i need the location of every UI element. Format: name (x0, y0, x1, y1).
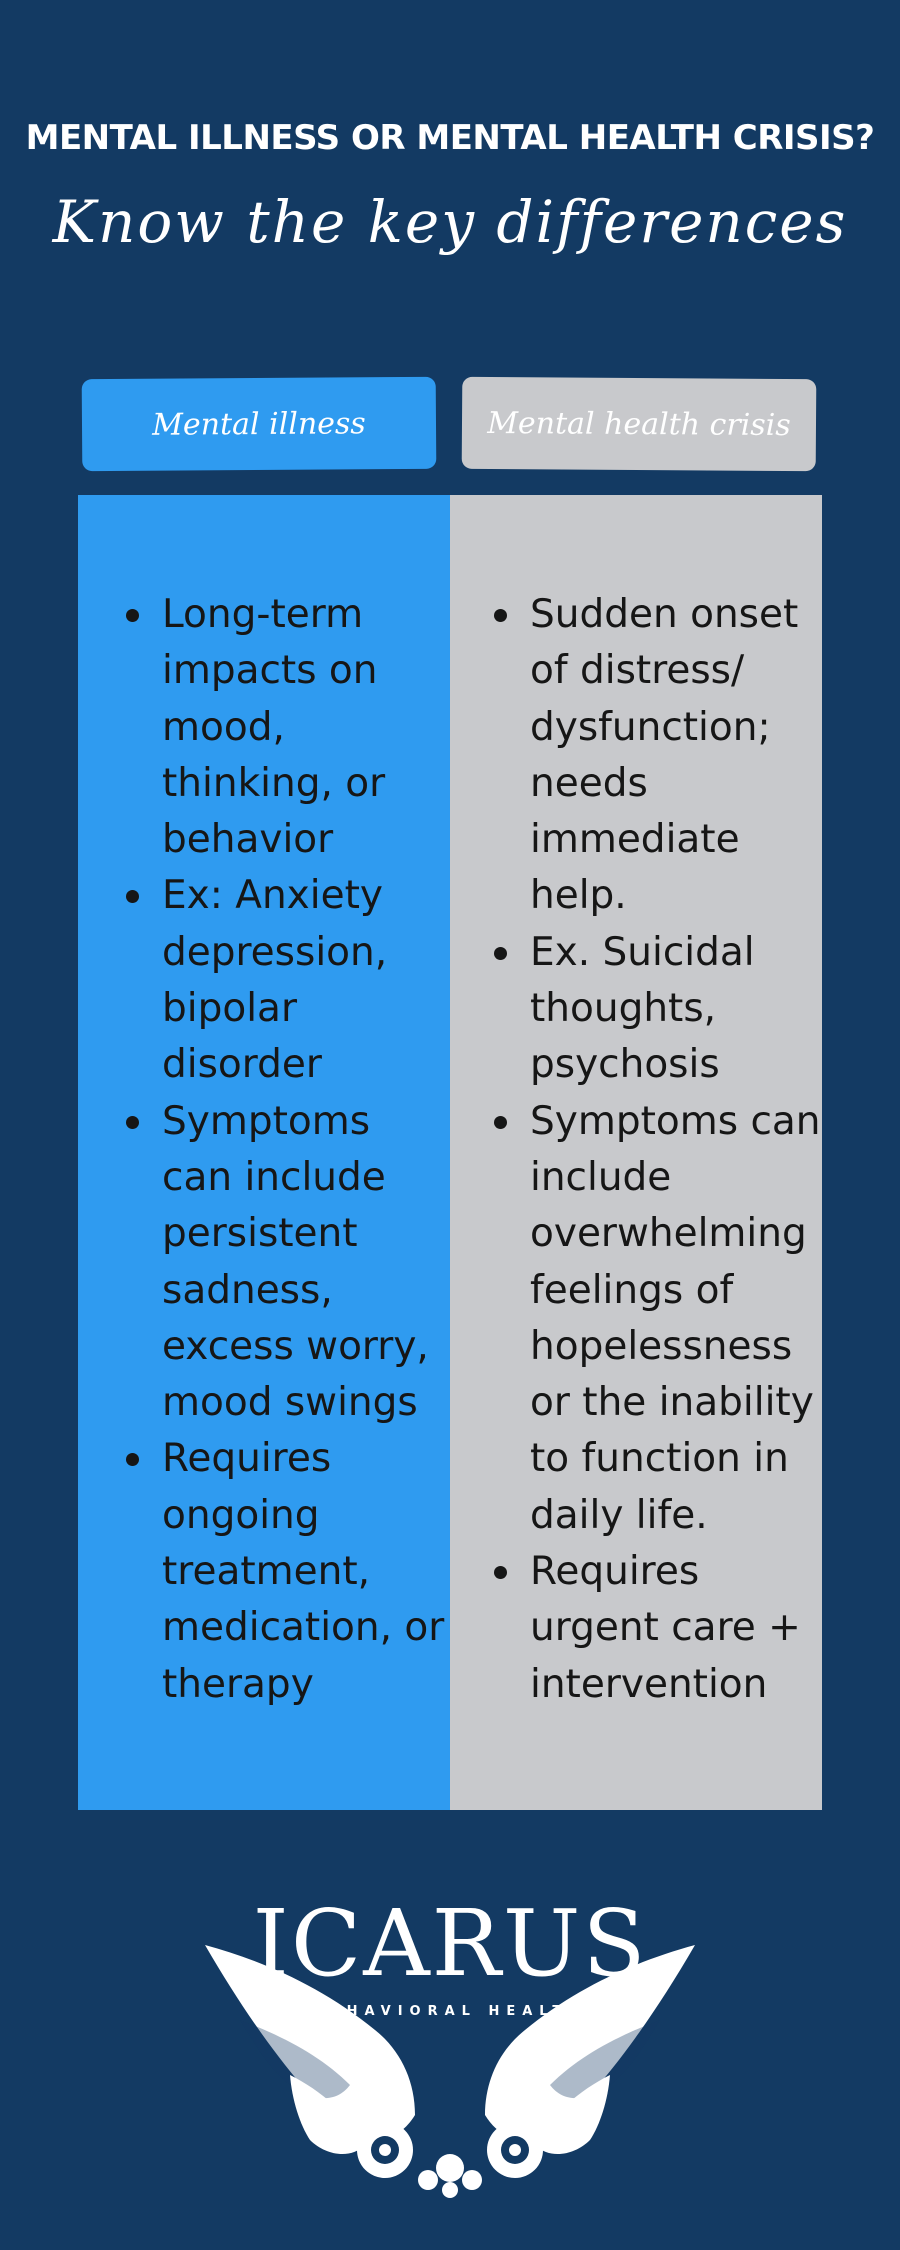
list-item-text: Symptoms can include overwhelming feelings of hopelessness or the inability to function in daily life. (530, 1098, 821, 1538)
tab-label: Mental health crisis (487, 405, 791, 443)
bullet-icon (126, 890, 139, 903)
bullet-icon (494, 1116, 507, 1129)
page-subtitle: Know the key differences (52, 188, 848, 256)
list-item (122, 1094, 452, 1432)
logo-wordmark: ICARUS (252, 1890, 648, 1997)
list-item (490, 1544, 822, 1713)
list-item-text: Requires ongoing treatment, medication, or therapy (162, 1436, 445, 1707)
mental-illness-column (78, 495, 450, 1810)
list-item (490, 1094, 822, 1544)
list-item (122, 868, 452, 1093)
list-item-text: Symptoms can include persistent sadness, excess worry, mood swings (162, 1098, 429, 1426)
page-title: MENTAL ILLNESS OR MENTAL HEALTH CRISIS? (25, 118, 875, 158)
mental-health-crisis-list (490, 587, 822, 1713)
list-item (122, 1431, 452, 1712)
list-item-text: Requires urgent care + intervention (530, 1549, 801, 1707)
list-item (490, 587, 822, 925)
logo-tagline: BEHAVIORAL HEALTH (313, 2004, 587, 2019)
tab-mental-illness (82, 377, 437, 471)
list-item-text: Ex: Anxiety depression, bipolar disorder (162, 873, 388, 1088)
list-item-text: Sudden onset of distress/ dysfunction; needs immediate help. (530, 592, 799, 919)
list-item-text: Ex. Suicidal thoughts, psychosis (530, 929, 755, 1088)
list-item-text: Long-term impacts on mood, thinking, or behavior (162, 592, 386, 863)
bullet-icon (494, 609, 507, 622)
bullet-icon (494, 1566, 507, 1579)
list-item (122, 587, 452, 868)
bullet-icon (494, 947, 507, 960)
bullet-icon (126, 1453, 139, 1466)
mental-health-crisis-column (450, 495, 822, 1810)
list-item (490, 925, 822, 1094)
mental-illness-list (122, 587, 452, 1713)
tab-mental-health-crisis (462, 377, 817, 471)
tab-label: Mental illness (152, 405, 366, 443)
bullet-icon (126, 1116, 139, 1129)
bullet-icon (126, 609, 139, 622)
